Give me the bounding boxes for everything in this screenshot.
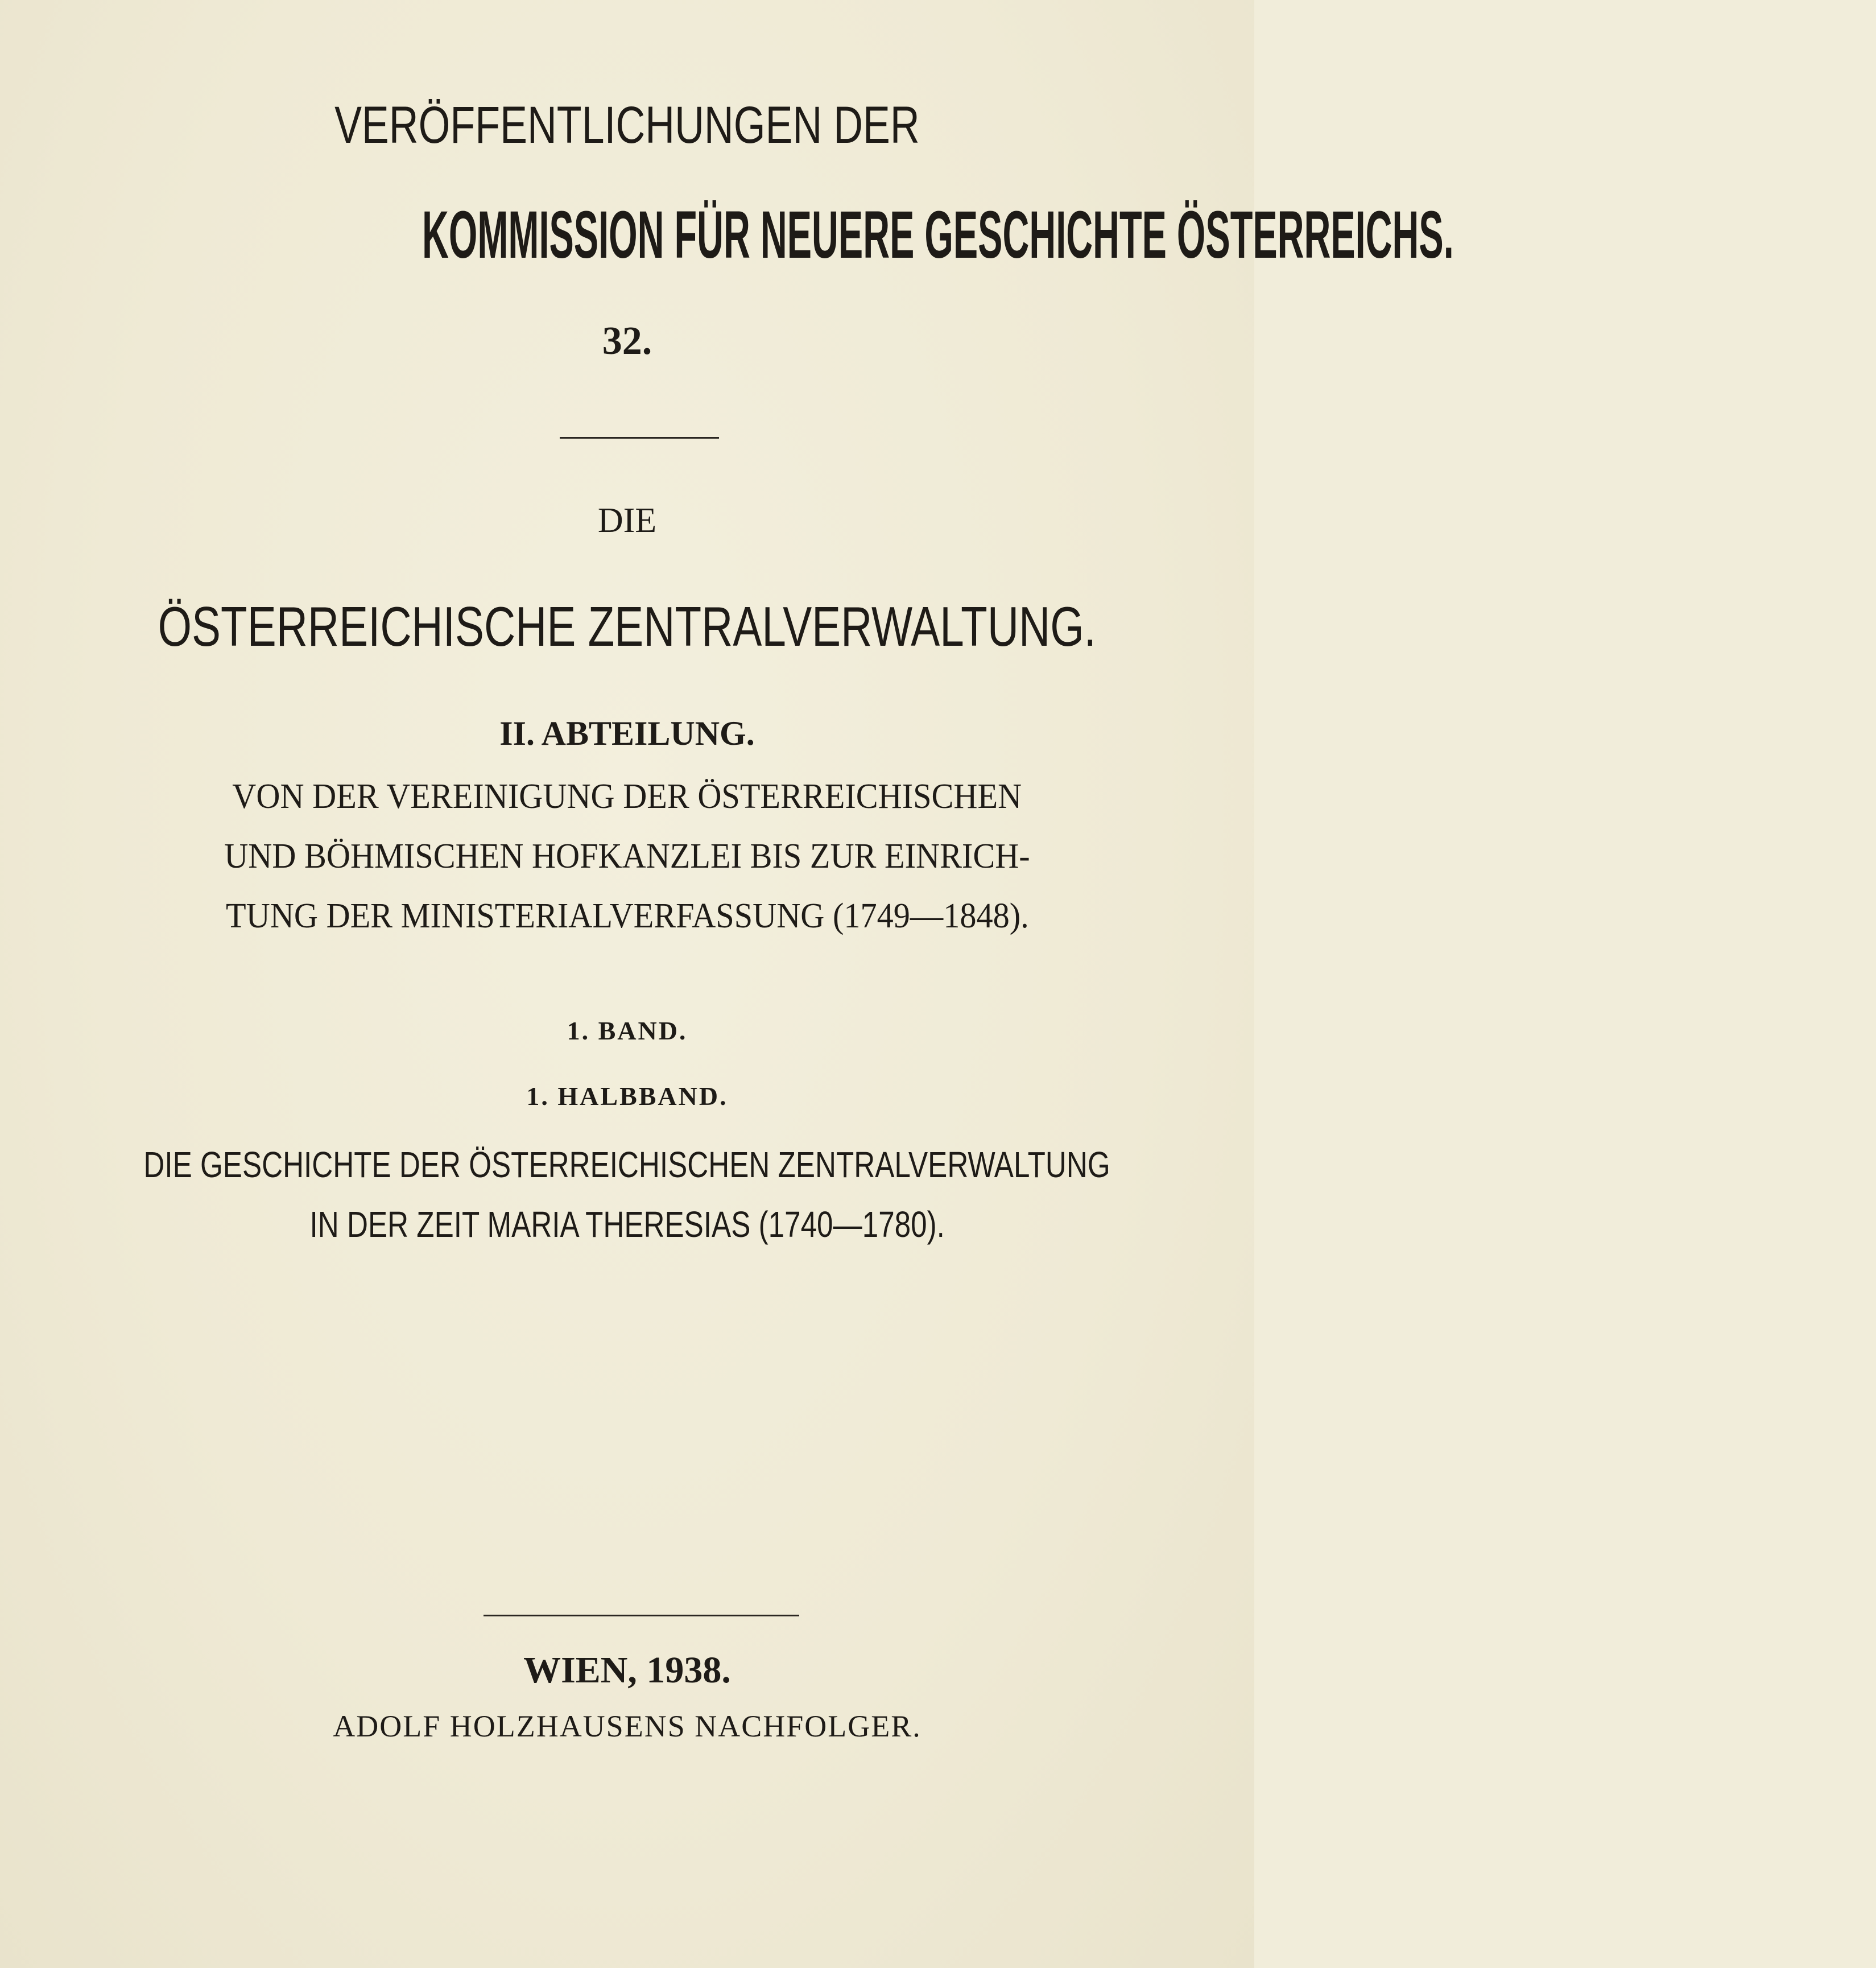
series-line-2 — [0, 196, 1454, 274]
division-subtitle-line-3 — [0, 896, 1254, 936]
division-subtitle-line-3-text: TUNG DER MINISTERIALVERFASSUNG (1749—1848). — [225, 897, 1029, 935]
volume-subtitle-line-2-text: IN DER ZEIT MARIA THERESIAS (1740—1780). — [309, 1204, 945, 1245]
divider-rule-bottom — [484, 1615, 799, 1616]
division-subtitle-line-2 — [0, 836, 1254, 877]
volume-subtitle-line-1 — [0, 1144, 1254, 1186]
division-subtitle-line-2-text: UND BÖHMISCHEN HOFKANZLEI BIS ZUR EINRICH- — [224, 837, 1030, 876]
series-line-1 — [0, 96, 1254, 155]
series-line-1-text: VERÖFFENTLICHUNGEN DER — [334, 96, 920, 154]
imprint-publisher-text: ADOLF HOLZHAUSENS NACHFOLGER. — [333, 1709, 922, 1743]
division-label — [0, 714, 1254, 753]
divider-rule-top — [560, 437, 719, 439]
volume-halbband-text: 1. HALBBAND. — [526, 1082, 728, 1111]
division-subtitle-line-1-text: VON DER VEREINIGUNG DER ÖSTERREICHISCHEN — [232, 777, 1022, 816]
volume-band — [0, 1016, 1254, 1046]
work-title — [0, 595, 1254, 659]
imprint-publisher — [0, 1709, 1254, 1744]
work-article — [0, 501, 1254, 541]
work-title-text: ÖSTERREICHISCHE ZENTRALVERWALTUNG. — [158, 595, 1097, 658]
division-subtitle-line-1 — [0, 777, 1254, 817]
imprint-place-year-text: WIEN, 1938. — [523, 1649, 731, 1691]
volume-halbband — [0, 1081, 1254, 1111]
imprint-place-year — [0, 1649, 1254, 1692]
series-number-text: 32. — [602, 319, 652, 363]
work-article-text: DIE — [597, 501, 657, 540]
volume-subtitle-line-1-text: DIE GESCHICHTE DER ÖSTERREICHISCHEN ZENTRALVERWALTUNG — [143, 1144, 1111, 1185]
volume-subtitle-line-2 — [0, 1203, 1254, 1245]
division-label-text: II. ABTEILUNG. — [499, 715, 755, 752]
series-line-2-text: KOMMISSION FÜR NEUERE GESCHICHTE ÖSTERREICHS. — [422, 197, 1454, 273]
volume-band-text: 1. BAND. — [567, 1016, 688, 1045]
series-number — [0, 319, 1254, 364]
